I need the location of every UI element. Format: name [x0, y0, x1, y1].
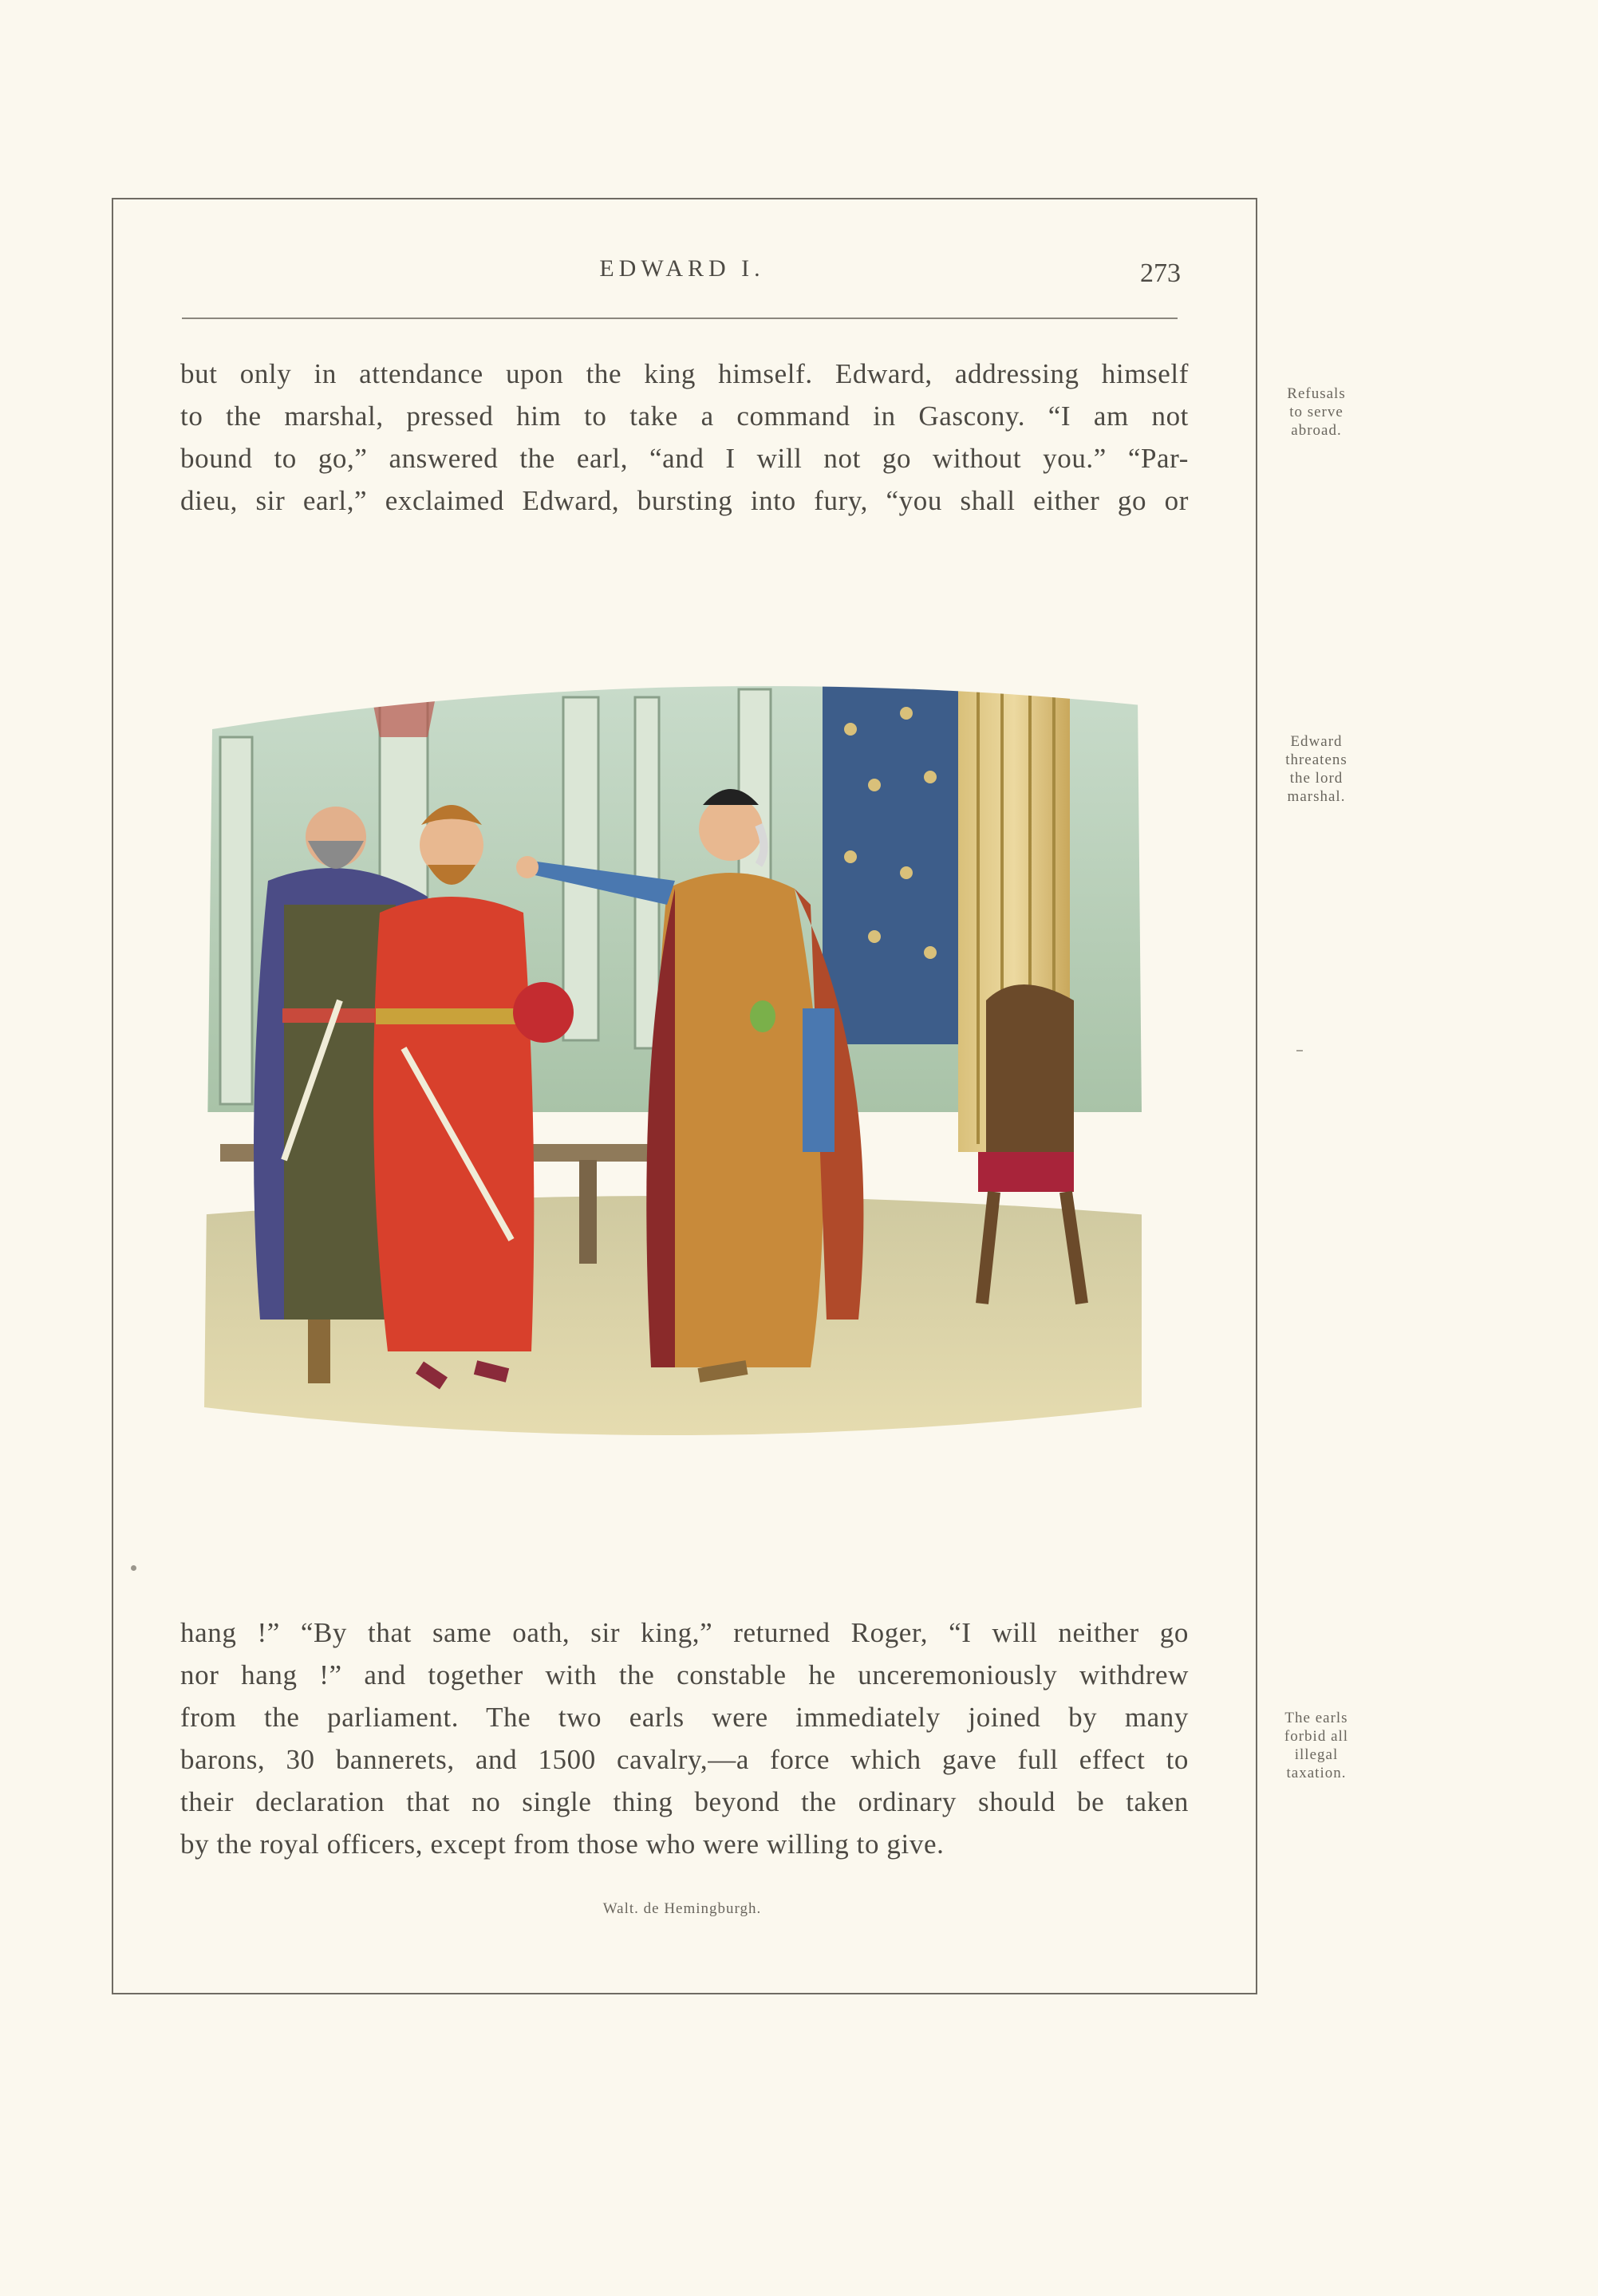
margin-note-edward-threatens [1265, 732, 1368, 806]
text-line: from the parliament. The two earls were immediately joined by many [180, 1702, 1189, 1733]
running-title: EDWARD I. [599, 255, 765, 282]
text-line: barons, 30 bannerets, and 1500 cavalry,—a force which gave full effect to [180, 1744, 1189, 1775]
margin-note-line: threatens [1285, 752, 1347, 768]
text-line: by the royal officers, except from those who were willing to give. [180, 1829, 945, 1860]
text-line: their declaration that no single thing beyond the ordinary should be taken [180, 1786, 1189, 1817]
illustration-edward-and-earls [188, 665, 1158, 1471]
margin-note-line: Refusals [1287, 385, 1346, 402]
margin-note-refusals [1265, 385, 1368, 440]
margin-note-line: marshal. [1287, 788, 1346, 805]
engraving-plate [188, 665, 1158, 1471]
margin-tick [1296, 1050, 1303, 1051]
margin-note-line: abroad. [1291, 422, 1342, 439]
bottom-paragraph [180, 1612, 1189, 1865]
text-line: bound to go,” answered the earl, “and I will not go without you.” “Par- [180, 443, 1189, 474]
bench-leg [579, 1160, 597, 1264]
text-line: but only in attendance upon the king himself. Edward, addressing himself [180, 358, 1189, 389]
text-line: nor hang !” and together with the constable he unceremoniously withdrew [180, 1659, 1189, 1690]
margin-note-line: the lord [1289, 770, 1344, 787]
text-line: hang !” “By that same oath, sir king,” returned Roger, “I will neither go [180, 1617, 1189, 1648]
margin-note-line: Edward [1290, 733, 1343, 750]
stray-mark [131, 1565, 136, 1571]
header-rule [182, 318, 1178, 319]
margin-note-line: illegal [1294, 1746, 1339, 1763]
margin-note-line: forbid all [1284, 1728, 1349, 1745]
margin-note-line: The earls [1284, 1710, 1348, 1726]
margin-note-line: taxation. [1286, 1765, 1347, 1781]
margin-note-earls-forbid [1265, 1709, 1368, 1782]
running-head [183, 252, 1181, 300]
tapestry [823, 677, 958, 1044]
page-number: 273 [1140, 258, 1181, 288]
margin-note-line: to serve [1289, 404, 1344, 420]
top-paragraph [180, 353, 1189, 522]
text-line: dieu, sir earl,” exclaimed Edward, bursting into fury, “you shall either go or [180, 485, 1189, 516]
source-credit: Walt. de Hemingburgh. [602, 1900, 762, 1917]
text-line: to the marshal, pressed him to take a command in Gascony. “I am not [180, 400, 1189, 432]
